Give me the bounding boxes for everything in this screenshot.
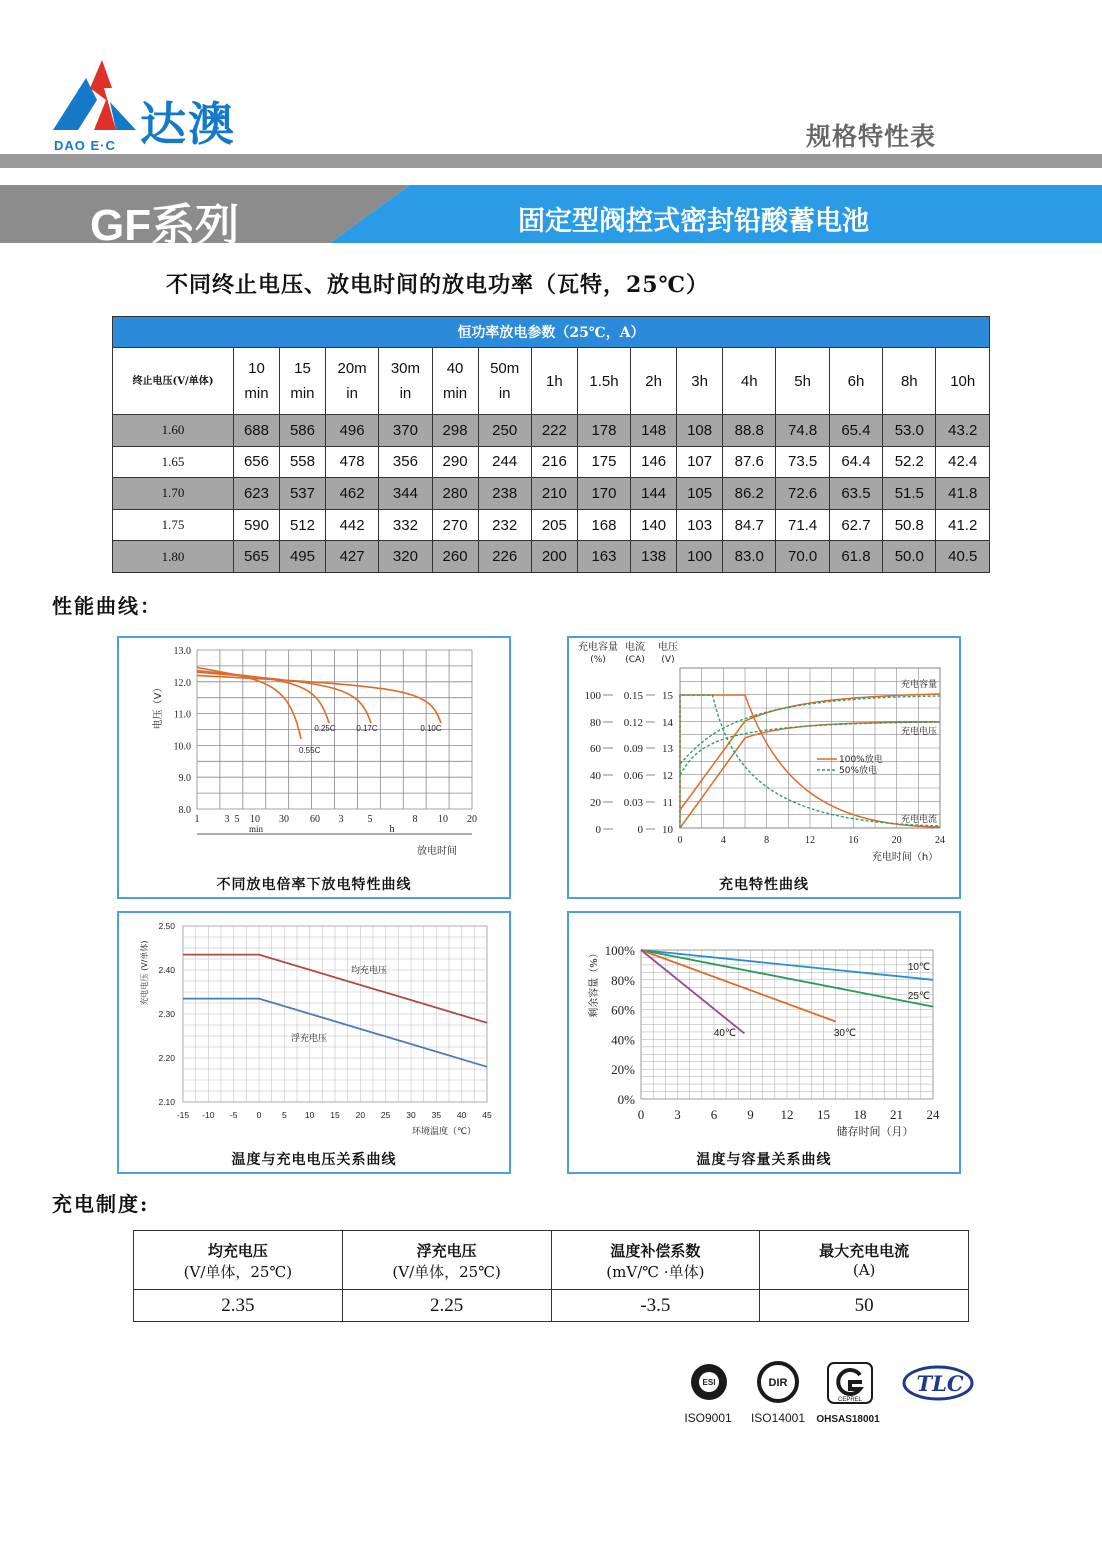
x-tick-label: 25 (380, 1110, 391, 1120)
dir-cert-icon (759, 1363, 797, 1401)
column-header-line1: 20m (337, 360, 367, 377)
svg-text:CEPREL: CEPREL (837, 1397, 863, 1403)
power-value-cell: 478 (325, 446, 378, 478)
power-value-cell: 462 (325, 478, 378, 510)
column-header (936, 348, 990, 415)
power-value-cell: 64.4 (829, 446, 882, 478)
column-header-line1: 2h (645, 372, 662, 390)
x-tick-label: 5 (367, 814, 373, 825)
curve-label: 充电电流 (900, 815, 937, 825)
charging-header-unit: (mV/℃ ·单体) (551, 1261, 760, 1290)
power-value-cell: 73.5 (776, 446, 829, 478)
cert-label: OHSAS18001 (816, 1414, 880, 1425)
x-axis-label: 放电时间 (417, 846, 457, 857)
power-value-cell: 140 (631, 509, 677, 541)
power-value-cell: 84.7 (723, 509, 776, 541)
power-discharge-table (112, 316, 990, 573)
column-header (829, 348, 882, 415)
power-value-cell: 61.8 (829, 541, 882, 573)
x-tick-label: 5 (234, 814, 240, 825)
line-label: 30℃ (833, 1028, 857, 1039)
power-value-cell: 41.8 (936, 478, 990, 510)
column-header (631, 348, 677, 415)
y-tick-capacity: 100 (584, 690, 601, 702)
power-value-cell: 100 (677, 541, 723, 573)
table-row (113, 415, 990, 447)
x-tick-label: 20 (467, 814, 477, 825)
series-name: GF系列 (90, 201, 240, 250)
x-tick-label: 10 (438, 814, 448, 825)
y-tick-current: 0.12 (623, 717, 643, 729)
y-axis-header: 充电容量 (578, 642, 618, 653)
x-tick-label: -10 (202, 1110, 215, 1120)
power-value-cell: 688 (234, 415, 280, 447)
legend-label: 100%放电 (839, 755, 883, 765)
power-value-cell: 537 (279, 478, 325, 510)
x-tick-label: -15 (176, 1110, 190, 1120)
x-tick-label: 35 (431, 1110, 442, 1120)
curve-label: 充电电压 (900, 727, 937, 737)
power-value-cell: 41.2 (936, 509, 990, 541)
column-header-line1: 10h (950, 372, 976, 390)
discharge-chart-title: 不同放电倍率下放电特性曲线 (216, 877, 412, 893)
y-tick-label: 20% (611, 1062, 635, 1078)
charging-header: 均充电压 (134, 1231, 343, 1261)
x-tick-label: 3 (224, 814, 230, 825)
column-header-line1: 3h (691, 372, 708, 390)
y-axis-label: 充电电压 (V/单体) (140, 940, 149, 1006)
column-header (677, 348, 723, 415)
power-value-cell: 88.8 (723, 415, 776, 447)
column-header (325, 348, 378, 415)
power-value-cell: 50.0 (883, 541, 936, 573)
table-caption: 恒功率放电参数（25℃，A） (113, 317, 990, 348)
x-tick-label: 30 (279, 814, 289, 825)
x-tick-label: 20 (355, 1110, 366, 1120)
power-value-cell: 238 (478, 478, 531, 510)
power-value-cell: 86.2 (723, 478, 776, 510)
power-value-cell: 43.2 (936, 415, 990, 447)
line-label: 10℃ (907, 962, 931, 973)
power-value-cell: 175 (577, 446, 630, 478)
line-label: 25℃ (907, 991, 931, 1002)
y-tick-label: 13.0 (173, 646, 191, 657)
x-tick-label: 20 (891, 835, 902, 846)
power-value-cell: 244 (478, 446, 531, 478)
x-tick-label: 1 (194, 814, 200, 825)
table-row (113, 478, 990, 510)
power-value-cell: 590 (234, 509, 280, 541)
power-value-cell: 280 (432, 478, 478, 510)
column-header (234, 348, 280, 415)
y-tick-label: 40% (611, 1032, 635, 1048)
column-header-line2: min (290, 385, 315, 402)
logo-triangle-left (53, 78, 97, 130)
x-tick-label: -5 (229, 1110, 238, 1120)
x-tick-label: 4 (720, 835, 726, 846)
power-value-cell: 558 (279, 446, 325, 478)
curve-label: 0.55C (299, 746, 321, 756)
power-value-cell: 83.0 (723, 541, 776, 573)
x-tick-label: 16 (848, 835, 859, 846)
power-value-cell: 51.5 (883, 478, 936, 510)
column-header (379, 348, 432, 415)
power-value-cell: 70.0 (776, 541, 829, 573)
curve-label: 充电容量 (900, 680, 937, 690)
end-voltage-cell: 1.65 (113, 446, 234, 478)
power-value-cell: 144 (631, 478, 677, 510)
table-row (113, 541, 990, 573)
y-tick-voltage: 10 (662, 824, 673, 836)
y-tick-capacity: 0 (595, 824, 601, 836)
tlc-cert-icon (904, 1367, 972, 1399)
temp-capacity-chart-panel (567, 911, 961, 1174)
power-value-cell: 260 (432, 541, 478, 573)
svg-text:DIR: DIR (768, 1377, 788, 1389)
column-header-line1: 15 (294, 360, 311, 377)
power-value-cell: 63.5 (829, 478, 882, 510)
x-tick-label: 9 (747, 1107, 754, 1122)
y-tick-label: 9.0 (178, 773, 191, 785)
power-value-cell: 250 (478, 415, 531, 447)
power-value-cell: 442 (325, 509, 378, 541)
svg-text:ESI: ESI (702, 1378, 716, 1387)
charge-chart (569, 638, 959, 897)
x-tick-label: 12 (805, 835, 815, 846)
power-value-cell: 40.5 (936, 541, 990, 573)
column-header-line1: 4h (740, 372, 758, 390)
power-value-cell: 65.4 (829, 415, 882, 447)
x-tick-label: 8 (764, 835, 770, 846)
y-tick-capacity: 40 (590, 770, 601, 782)
table-row (113, 509, 990, 541)
power-value-cell: 105 (677, 478, 723, 510)
y-axis-label: 电压（V） (153, 682, 164, 730)
power-value-cell: 168 (577, 509, 630, 541)
column-header (723, 348, 776, 415)
column-header (577, 348, 630, 415)
power-value-cell: 356 (379, 446, 432, 478)
x-tick-label: 0 (637, 1107, 645, 1122)
column-header-line1: 8h (900, 372, 918, 390)
power-value-cell: 108 (677, 415, 723, 447)
x-tick-label: 3 (338, 814, 344, 825)
power-value-cell: 52.2 (883, 446, 936, 478)
power-value-cell: 270 (432, 509, 478, 541)
y-tick-voltage: 13 (662, 743, 673, 755)
column-header (478, 348, 531, 415)
power-value-cell: 71.4 (776, 509, 829, 541)
power-value-cell: 332 (379, 509, 432, 541)
temp-capacity-chart-title: 温度与容量关系曲线 (696, 1152, 832, 1168)
y-tick-label: 2.30 (158, 1009, 175, 1019)
power-value-cell: 226 (478, 541, 531, 573)
charging-header: 最大充电电流 (760, 1231, 969, 1261)
y-tick-label: 11.0 (173, 709, 191, 721)
temp-voltage-chart (119, 913, 509, 1172)
column-header-line2: in (498, 385, 511, 402)
column-header-line2: in (346, 385, 358, 402)
x-tick-label: 24 (926, 1107, 940, 1122)
column-header (776, 348, 829, 415)
column-header (883, 348, 936, 415)
discharge-chart-panel (117, 636, 511, 899)
column-header-line1: 10 (248, 360, 265, 377)
power-value-cell: 146 (631, 446, 677, 478)
y-tick-label: 2.50 (158, 921, 175, 931)
line-label: 40℃ (713, 1028, 737, 1039)
x-tick-label: 18 (853, 1107, 867, 1122)
y-tick-label: 8.0 (178, 805, 191, 816)
column-header-line1: 6h (847, 372, 865, 390)
y-tick-label: 2.20 (158, 1053, 175, 1063)
power-value-cell: 565 (234, 541, 280, 573)
charging-value: 2.25 (342, 1290, 551, 1322)
x-tick-label: 3 (674, 1107, 681, 1122)
end-voltage-cell: 1.70 (113, 478, 234, 510)
y-tick-label: 0% (617, 1092, 635, 1107)
document-type: 规格特性表 (805, 122, 936, 151)
power-value-cell: 656 (234, 446, 280, 478)
power-value-cell: 72.6 (776, 478, 829, 510)
y-tick-label: 2.10 (158, 1097, 175, 1107)
x-axis-label: 环境温度（℃） (411, 1127, 477, 1137)
x-axis-label: 充电时间（h） (871, 852, 939, 863)
x-tick-label: 15 (817, 1107, 830, 1122)
x-tick-label: 40 (456, 1110, 467, 1120)
power-value-cell: 290 (432, 446, 478, 478)
power-value-cell: 205 (531, 509, 577, 541)
power-value-cell: 53.0 (883, 415, 936, 447)
row-header: 终止电压(V/单体) (113, 348, 234, 415)
column-header-line1: 5h (794, 372, 811, 390)
column-header-line1: 1.5h (589, 372, 619, 390)
power-value-cell: 42.4 (936, 446, 990, 478)
power-value-cell: 320 (379, 541, 432, 573)
column-header (279, 348, 325, 415)
power-value-cell: 344 (379, 478, 432, 510)
power-value-cell: 163 (577, 541, 630, 573)
x-group-label: h (389, 824, 395, 835)
ceprel-cert-icon (828, 1363, 872, 1403)
svg-text:TLC: TLC (916, 1371, 964, 1396)
y-axis-header-unit: (%) (590, 655, 606, 665)
cert-label: ISO14001 (750, 1411, 806, 1425)
y-tick-current: 0.06 (623, 770, 643, 782)
end-voltage-cell: 1.60 (113, 415, 234, 447)
power-value-cell: 623 (234, 478, 280, 510)
y-tick-label: 80% (611, 972, 635, 988)
power-value-cell: 298 (432, 415, 478, 447)
x-tick-label: 12 (780, 1107, 794, 1122)
power-value-cell: 427 (325, 541, 378, 573)
column-header-line1: 1h (545, 372, 563, 390)
charging-header-unit: (V/单体，25℃) (134, 1261, 343, 1290)
column-header (531, 348, 577, 415)
curve-label: 0.17C (356, 724, 378, 734)
x-tick-label: 5 (281, 1110, 287, 1120)
y-tick-current: 0.15 (623, 690, 643, 702)
charging-header-unit: (V/单体，25℃) (342, 1261, 551, 1290)
curve-label: 0.25C (314, 724, 336, 734)
discharge-chart (119, 638, 509, 897)
y-tick-voltage: 12 (662, 770, 673, 782)
y-axis-label: 剩余容量（%） (589, 948, 600, 1018)
y-tick-capacity: 60 (590, 743, 601, 755)
x-axis-label: 储存时间（月） (836, 1125, 914, 1138)
discharge-curve-3 (197, 675, 441, 723)
y-tick-label: 12.0 (173, 677, 191, 689)
y-tick-voltage: 11 (662, 797, 673, 809)
y-tick-label: 10.0 (173, 741, 191, 753)
power-value-cell: 512 (279, 509, 325, 541)
logo-name: 达澳 (140, 97, 236, 151)
capacity-line-3 (641, 950, 744, 1033)
y-tick-label: 2.40 (158, 965, 175, 975)
charging-value: -3.5 (551, 1290, 760, 1322)
y-axis-header: 电压 (658, 642, 678, 653)
y-tick-current: 0.09 (623, 743, 643, 755)
y-tick-current: 0.03 (623, 797, 643, 809)
power-value-cell: 74.8 (776, 415, 829, 447)
power-value-cell: 87.6 (723, 446, 776, 478)
x-tick-label: 24 (935, 835, 945, 846)
y-tick-label: 100% (604, 943, 635, 958)
charging-value: 50 (760, 1290, 969, 1322)
x-tick-label: 10 (304, 1110, 315, 1120)
certification-logos (678, 1360, 978, 1430)
charge-chart-panel (567, 636, 961, 899)
curve-label: 0.10C (420, 724, 442, 734)
cert-label: ISO9001 (684, 1411, 732, 1425)
charging-header: 浮充电压 (342, 1231, 551, 1261)
end-voltage-cell: 1.80 (113, 541, 234, 573)
charging-title: 充电制度: (52, 1192, 150, 1216)
column-header-line1: 40 (446, 360, 464, 377)
y-tick-label: 60% (611, 1002, 635, 1018)
x-tick-label: 6 (710, 1107, 718, 1122)
legend-label: 50%放电 (839, 766, 878, 776)
charging-value: 2.35 (134, 1290, 343, 1322)
x-tick-label: 21 (890, 1107, 903, 1122)
column-header (432, 348, 478, 415)
charging-table (133, 1230, 969, 1322)
power-value-cell: 496 (325, 415, 378, 447)
power-value-cell: 178 (577, 415, 630, 447)
y-axis-header-unit: (CA) (625, 655, 645, 665)
performance-title: 性能曲线： (52, 594, 162, 618)
x-group-label: min (248, 824, 264, 834)
esi-cert-icon (691, 1364, 727, 1400)
y-tick-voltage: 14 (662, 717, 673, 729)
charging-header-unit: (A) (760, 1261, 969, 1290)
power-value-cell: 216 (531, 446, 577, 478)
column-header-line2: min (442, 385, 468, 402)
y-axis-header-unit: (V) (661, 655, 675, 665)
power-value-cell: 107 (677, 446, 723, 478)
power-value-cell: 222 (531, 415, 577, 447)
power-value-cell: 148 (631, 415, 677, 447)
y-tick-capacity: 20 (590, 797, 601, 809)
power-value-cell: 495 (279, 541, 325, 573)
y-tick-current: 0 (637, 824, 643, 836)
charge-chart-title: 充电特性曲线 (719, 877, 809, 893)
temp-voltage-chart-title: 温度与充电电压关系曲线 (231, 1152, 397, 1168)
power-value-cell: 62.7 (829, 509, 882, 541)
power-value-cell: 170 (577, 478, 630, 510)
power-value-cell: 586 (279, 415, 325, 447)
line-label: 均充电压 (350, 966, 388, 976)
temp-voltage-chart-panel (117, 911, 511, 1174)
y-tick-voltage: 15 (662, 690, 673, 702)
column-header-line2: min (244, 385, 269, 402)
power-value-cell: 370 (379, 415, 432, 447)
x-tick-label: 10 (250, 814, 260, 825)
power-value-cell: 50.8 (883, 509, 936, 541)
power-table-title: 不同终止电压、放电时间的放电功率（瓦特，25℃） (166, 272, 709, 298)
logo-subtitle: DAO E·C (54, 138, 116, 153)
x-tick-label: 0 (256, 1110, 262, 1120)
y-tick-capacity: 80 (590, 717, 601, 729)
x-tick-label: 30 (406, 1110, 416, 1120)
power-value-cell: 138 (631, 541, 677, 573)
line-label: 浮充电压 (290, 1034, 328, 1044)
x-tick-label: 15 (330, 1110, 340, 1120)
column-header-line1: 50m (490, 360, 520, 377)
charging-header: 温度补偿系数 (551, 1231, 760, 1261)
x-tick-label: 8 (412, 814, 418, 825)
header-rule (0, 154, 1102, 168)
product-subtitle: 固定型阀控式密封铅酸蓄电池 (518, 206, 869, 237)
column-header-line2: in (399, 385, 412, 402)
x-tick-label: 60 (310, 814, 320, 825)
x-tick-label: 45 (482, 1110, 492, 1120)
y-axis-header: 电流 (625, 642, 645, 653)
power-value-cell: 200 (531, 541, 577, 573)
power-value-cell: 210 (531, 478, 577, 510)
x-tick-label: 0 (677, 835, 683, 846)
temp-capacity-chart (569, 913, 959, 1172)
table-row (113, 446, 990, 478)
power-value-cell: 103 (677, 509, 723, 541)
column-header-line1: 30m (390, 360, 420, 377)
end-voltage-cell: 1.75 (113, 509, 234, 541)
power-value-cell: 232 (478, 509, 531, 541)
